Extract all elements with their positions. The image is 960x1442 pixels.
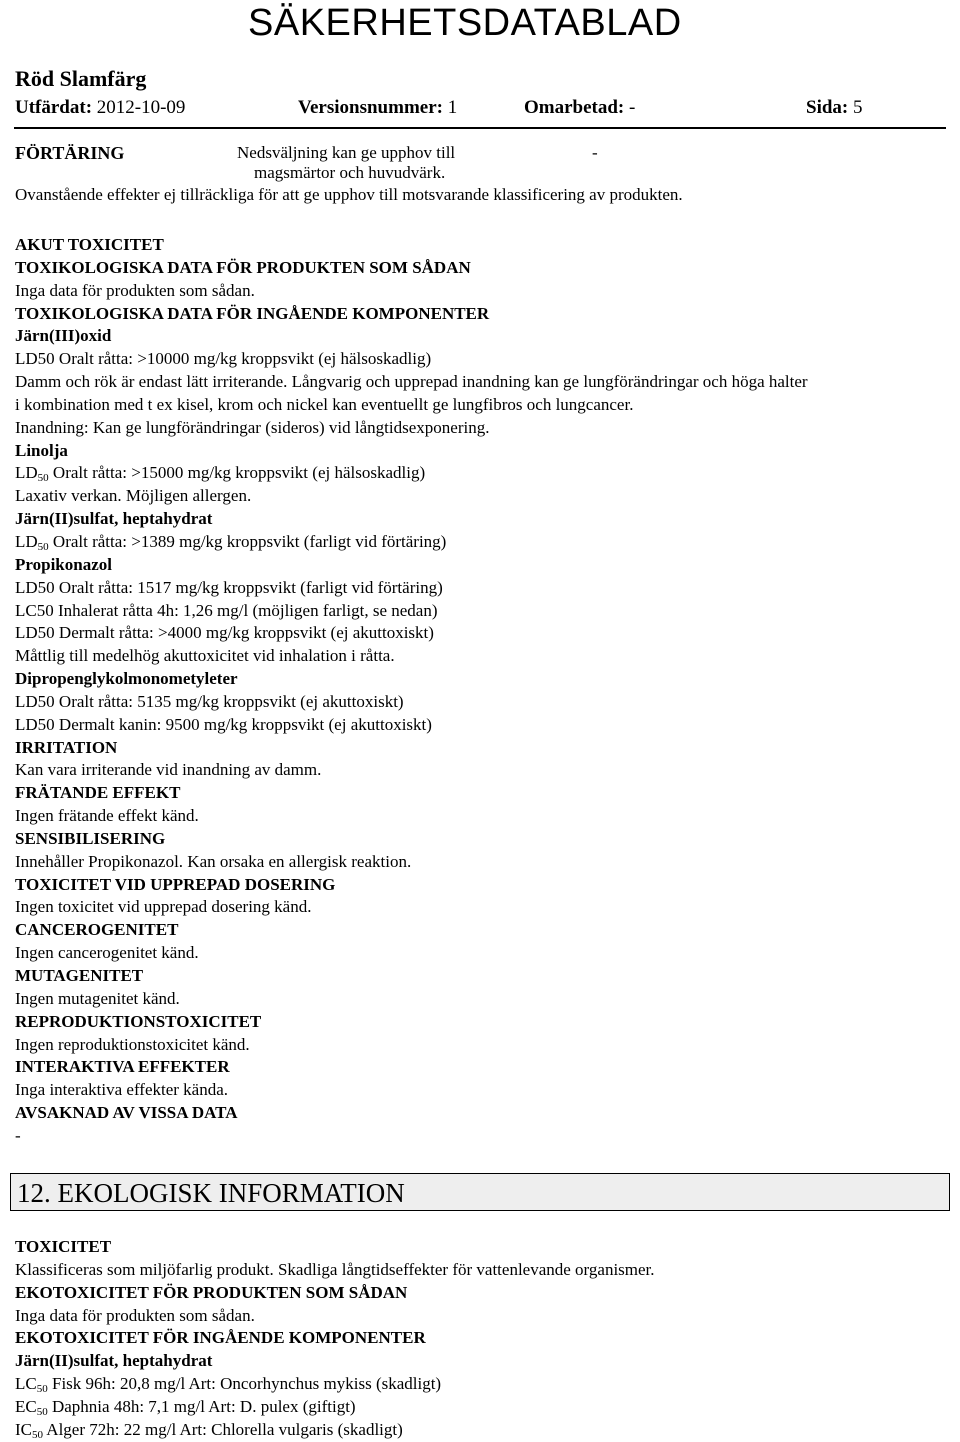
propiconazole-line-4: Måttlig till medelhög akuttoxicitet vid inhalation i råtta. [15,646,395,666]
heading-reproductive-toxicity: REPRODUKTIONSTOXICITET [15,1011,262,1031]
ingestion-line-1: Nedsväljning kan ge upphov till [237,143,456,162]
eco-line-daphnia: $EC_{50}$ Daphnia 48h: 7,1 mg/l Art: D. pulex (giftigt) [15,1396,356,1418]
irritation-text: Kan vara irriterande vid inandning av damm. [15,760,322,780]
heading-tox-product: TOXIKOLOGISKA DATA FÖR PRODUKTEN SOM SÅDAN [15,257,471,277]
classification-note: Ovanstående effekter ej tillräckliga för att ge upphov till motsvarande klassificering av produkten. [15,185,683,204]
heading-repeated-dose: TOXICITET VID UPPREPAD DOSERING [15,874,336,894]
iron-oxide-line-2: Damm och rök är endast lätt irriterande. Långvarig och upprepad inandning kan ge lungförändringar och höga halter [15,372,808,392]
interactive-effects-text: Inga interaktiva effekter kända. [15,1080,229,1100]
propiconazole-line-2: LC50 Inhalerat råtta 4h: 1,26 mg/l (möjligen farligt, se nedan) [15,600,438,620]
heading-irritation: IRRITATION [15,737,118,757]
dpgme-line-2: LD50 Dermalt kanin: 9500 mg/kg kroppsvikt (ej akuttoxiskt) [15,714,432,734]
iron-oxide-line-3: i kombination med t ex kisel, krom och nickel kan eventuellt ge lungfibros och lungcancer. [15,394,634,414]
section-12-title: 12. EKOLOGISK INFORMATION [17,1178,405,1208]
heading-tox-components: TOXIKOLOGISKA DATA FÖR INGÅENDE KOMPONENTER [15,303,490,323]
eco-toxicity-text: Klassificeras som miljöfarlig produkt. Skadliga långtidseffekter för vattenlevande organismer. [15,1259,655,1279]
missing-data-text: - [15,1125,21,1145]
eco-line-fish: $LC_{50}$ Fisk 96h: 20,8 mg/l Art: Oncorhynchus mykiss (skadligt) [15,1374,442,1396]
propiconazole-line-3: LD50 Dermalt råtta: >4000 mg/kg kroppsvikt (ej akuttoxiskt) [15,623,434,643]
iron-oxide-line-1: LD50 Oralt råtta: >10000 mg/kg kroppsvikt (ej hälsoskadlig) [15,349,432,369]
iron-sulfate-line-1: $LD_{50}$ Oralt råtta: >1389 mg/kg kroppsvikt (farligt vid förtäring) [15,531,447,553]
revised-date: Omarbetad: - [524,97,636,118]
mutagenicity-text: Ingen mutagenitet känd. [15,988,180,1008]
sensitisation-text: Innehåller Propikonazol. Kan orsaka en allergisk reaktion. [15,851,412,871]
component-iron-iii-oxide: Järn(III)oxid [15,326,112,346]
repeated-dose-text: Ingen toxicitet vid upprepad dosering känd. [15,897,312,917]
heading-eco-toxicity: TOXICITET [15,1237,112,1256]
corrosive-text: Ingen frätande effekt känd. [15,806,199,826]
heading-interactive-effects: INTERAKTIVA EFFEKTER [15,1057,230,1077]
carcinogenicity-text: Ingen cancerogenitet känd. [15,943,199,963]
heading-carcinogenicity: CANCEROGENITET [15,920,179,940]
product-name: Röd Slamfärg [15,66,147,91]
reproductive-toxicity-text: Ingen reproduktionstoxicitet känd. [15,1034,250,1054]
iron-oxide-line-4: Inandning: Kan ge lungförändringar (sideros) vid långtidsexponering. [15,417,490,437]
eco-component-iron-ii-sulfate: Järn(II)sulfat, heptahydrat [15,1351,213,1371]
heading-eco-product: EKOTOXICITET FÖR PRODUKTEN SOM SÅDAN [15,1282,408,1302]
header-divider [14,127,946,129]
component-iron-ii-sulfate: Järn(II)sulfat, heptahydrat [15,509,213,529]
heading-acute-toxicity: AKUT TOXICITET [15,235,164,254]
propiconazole-line-1: LD50 Oralt råtta: 1517 mg/kg kroppsvikt (farligt vid förtäring) [15,577,443,597]
ingestion-label: FÖRTÄRING [15,143,125,163]
component-propiconazole: Propikonazol [15,554,112,574]
component-dpgme: Dipropenglykolmonometyleter [15,669,238,689]
ingestion-dash: - [592,143,598,162]
page-number: Sida: 5 [806,97,863,118]
heading-mutagenicity: MUTAGENITET [15,966,144,985]
ingestion-line-2: magsmärtor och huvudvärk. [254,163,446,182]
linseed-line-1: $LD_{50}$ Oralt råtta: >15000 mg/kg kroppsvikt (ej hälsoskadlig) [15,463,426,485]
document-title: SÄKERHETSDATABLAD [248,2,682,44]
tox-product-text: Inga data för produkten som sådan. [15,280,255,300]
heading-missing-data: AVSAKNAD AV VISSA DATA [15,1103,238,1123]
component-linseed-oil: Linolja [15,440,68,460]
issued-date: Utfärdat: 2012-10-09 [15,97,186,118]
heading-corrosive: FRÄTANDE EFFEKT [15,783,181,803]
version-number: Versionsnummer: 1 [298,97,458,118]
eco-product-text: Inga data för produkten som sådan. [15,1305,255,1325]
heading-sensitisation: SENSIBILISERING [15,828,166,848]
section-12-header [10,1173,950,1211]
ecology-section [15,1236,950,1442]
eco-line-algae: $IC_{50}$ Alger 72h: 22 mg/l Art: Chlorella vulgaris (skadligt) [15,1419,403,1441]
toxicology-section [15,234,950,1148]
heading-eco-components: EKOTOXICITET FÖR INGÅENDE KOMPONENTER [15,1328,426,1348]
dpgme-line-1: LD50 Oralt råtta: 5135 mg/kg kroppsvikt (ej akuttoxiskt) [15,691,404,711]
linseed-line-2: Laxativ verkan. Möjligen allergen. [15,486,252,506]
